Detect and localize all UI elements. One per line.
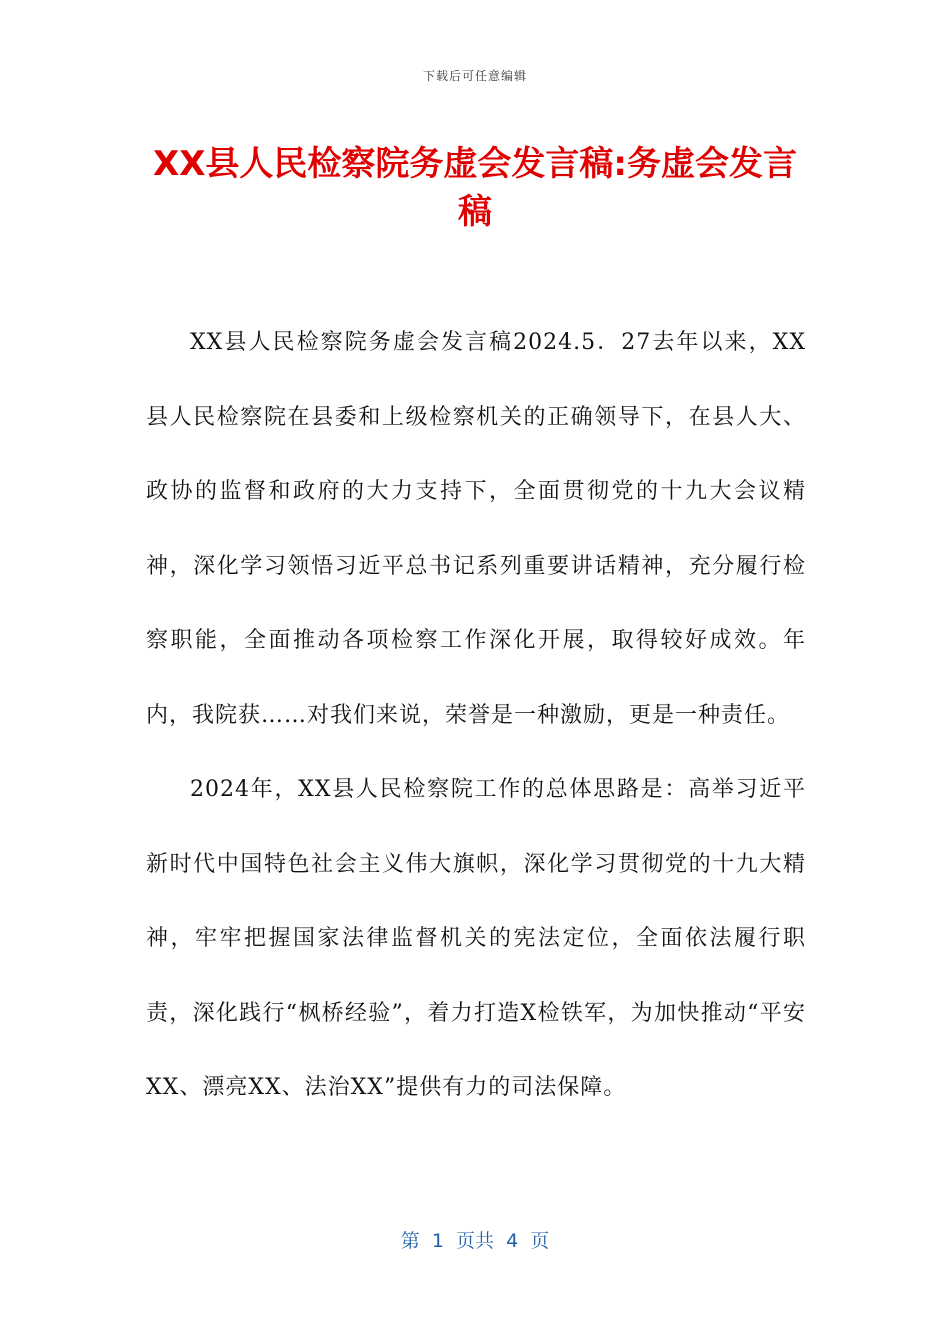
page-number-footer: 第 1 页共 4 页 <box>400 1230 550 1252</box>
body-paragraph-1: XX县人民检察院务虚会发言稿2024.5．27去年以来，XX县人民检察院在县委和上级检察机关的正确领导下，在县人大、政协的监督和政府的大力支持下，全面贯彻党的十九大会议精神，深化学习领悟习近平总书记系列重要讲话精神，充分履行检察职能，全面推动各项检察工作深化开展，取得较好成效。年内，我院获……对我们来说，荣誉是一种激励，更是一种责任。 <box>146 330 806 728</box>
body-paragraph-2: 2024年，XX县人民检察院工作的总体思路是：高举习近平新时代中国特色社会主义伟大旗帜，深化学习贯彻党的十九大精神，牢牢把握国家法律监督机关的宪法定位，全面依法履行职责，深化践行“枫桥经验”，着力打造X检铁军，为加快推动“平安XX、漂亮XX、法治XX”提供有力的司法保障。 <box>146 777 806 1100</box>
document-body <box>146 306 806 1126</box>
document-title: XX县人民检察院务虚会发言稿:务虚会发言稿 <box>152 144 798 232</box>
page-header-note: 下载后可任意编辑 <box>422 69 527 83</box>
